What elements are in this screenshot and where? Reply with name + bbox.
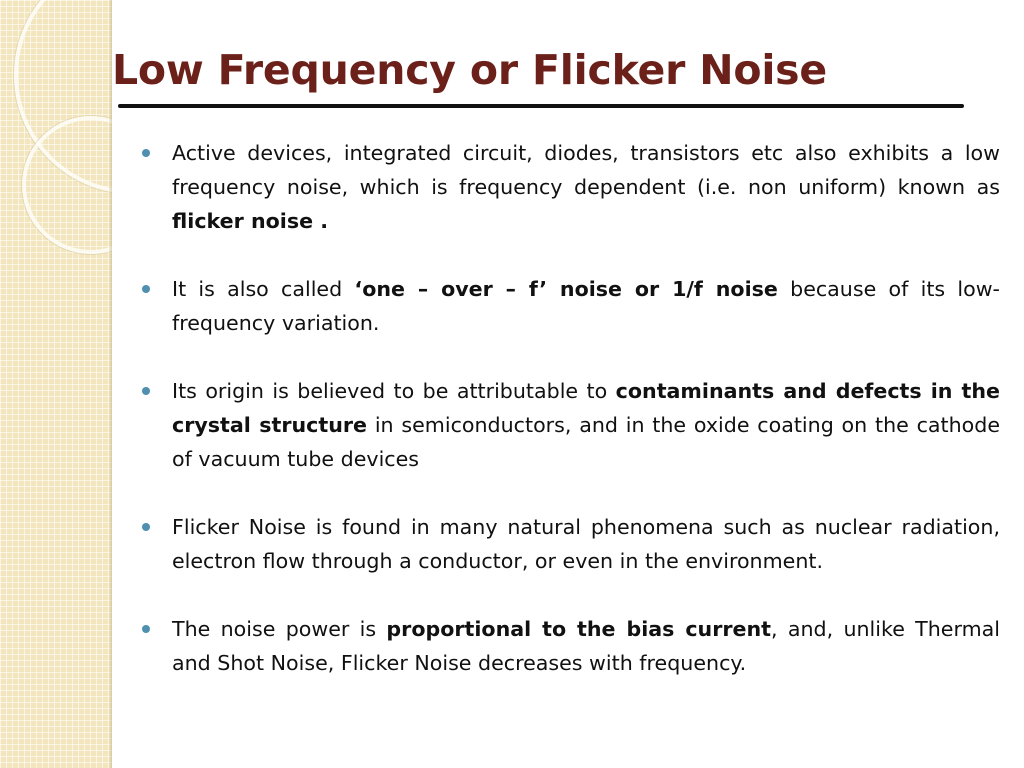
bullet-text: , and, unlike Thermal and Shot Noise, Flicker Noise decreases with frequency. bbox=[172, 617, 1000, 675]
bullet-item-3 bbox=[140, 374, 1000, 476]
bullet-text: Flicker Noise is found in many natural phenomena such as nuclear radiation, electron flow through a conductor, or even in the environment. bbox=[172, 515, 1000, 573]
bullet-text: in semiconductors, and in the oxide coating on the cathode of vacuum tube devices bbox=[172, 413, 1000, 471]
bullet-bold-text: flicker noise . bbox=[172, 209, 329, 233]
bullet-dot-icon bbox=[142, 625, 150, 633]
bullet-dot-icon bbox=[142, 523, 150, 531]
bullet-text: because of its low-frequency variation. bbox=[172, 277, 1000, 335]
bullet-dot-icon bbox=[142, 285, 150, 293]
bullet-item-1 bbox=[140, 136, 1000, 238]
bullet-list bbox=[140, 136, 1000, 714]
bullet-dot-icon bbox=[142, 387, 150, 395]
bullet-bold-text: ‘one – over – f’ noise or 1/f noise bbox=[354, 277, 778, 301]
title-underline bbox=[118, 104, 964, 108]
bullet-text: The noise power is bbox=[172, 617, 387, 641]
decorative-side-strip bbox=[0, 0, 112, 768]
bullet-bold-text: proportional to the bias current bbox=[386, 617, 771, 641]
bullet-text: Its origin is believed to be attributable to bbox=[172, 379, 616, 403]
bullet-item-5 bbox=[140, 612, 1000, 680]
bullet-bold-text: contaminants and defects in the crystal structure bbox=[172, 379, 1000, 437]
bullet-dot-icon bbox=[142, 149, 150, 157]
bullet-item-2 bbox=[140, 272, 1000, 340]
bullet-text: It is also called bbox=[172, 277, 355, 301]
bullet-item-4 bbox=[140, 510, 1000, 578]
bullet-text: Active devices, integrated circuit, diodes, transistors etc also exhibits a low frequency noise, which is frequency dependent (i.e. non uniform) known as bbox=[172, 141, 1000, 199]
slide-title: Low Frequency or Flicker Noise bbox=[112, 46, 827, 94]
